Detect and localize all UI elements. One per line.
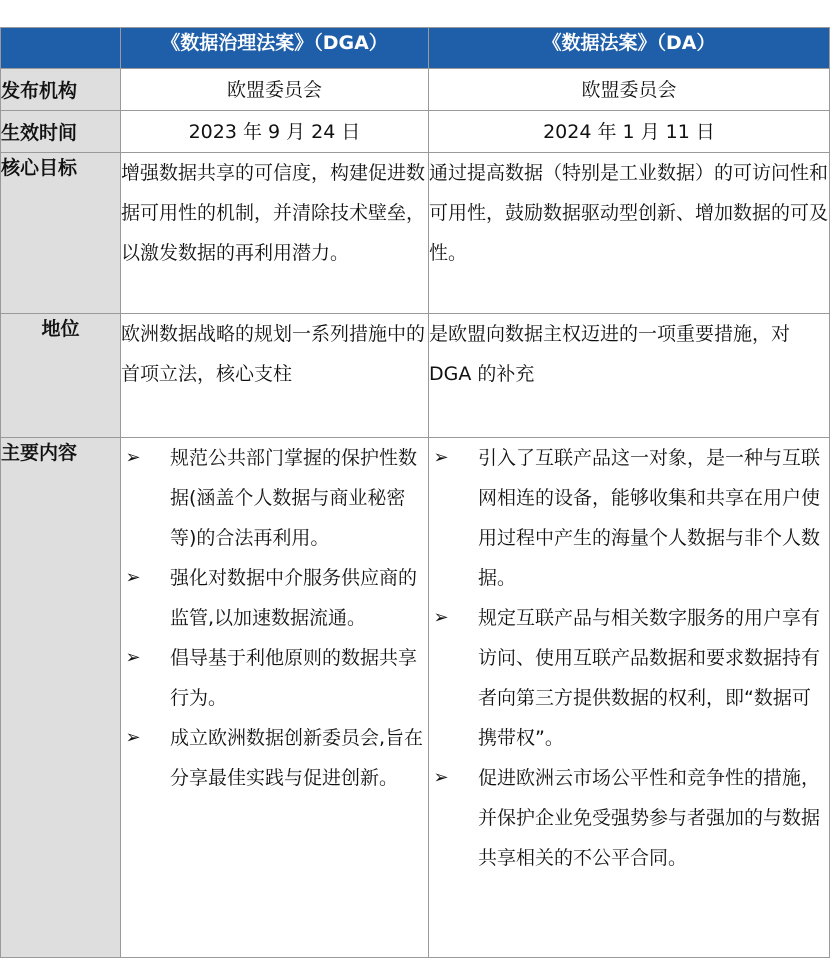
arrow-bullet-icon: ➢ [433,767,449,788]
list-item [429,598,829,758]
header-da: 《数据法案》（DA） [429,28,830,69]
dga-content-list [121,438,428,798]
row-label-effective-date: 生效时间 [1,111,121,153]
row-label-main-content: 主要内容 [1,438,121,958]
list-item-text: 成立欧洲数据创新委员会,旨在分享最佳实践与促进创新。 [170,727,424,789]
arrow-bullet-icon: ➢ [125,727,141,748]
row-label-publisher: 发布机构 [1,69,121,111]
list-item-text: 促进欧洲云市场公平性和竞争性的措施，并保护企业免受强势参与者强加的与数据共享相关的不公平合同。 [478,767,821,869]
comparison-table [0,27,830,958]
da-publisher: 欧盟委员会 [429,69,830,111]
da-core-goal: 通过提高数据（特别是工业数据）的可访问性和可用性，鼓励数据驱动型创新、增加数据的可及性。 [429,153,830,314]
arrow-bullet-icon: ➢ [125,647,141,668]
row-main-content [1,438,830,958]
da-effective-date: 2024 年 1 月 11 日 [429,111,830,153]
list-item-text: 规范公共部门掌握的保护性数据(涵盖个人数据与商业秘密等)的合法再利用。 [170,447,418,549]
row-label-status: 地位 [1,314,121,438]
arrow-bullet-icon: ➢ [433,447,449,468]
list-item [429,438,829,598]
header-row [1,28,830,69]
row-core-goal [1,153,830,314]
header-dga: 《数据治理法案》（DGA） [121,28,429,69]
dga-main-content [121,438,429,958]
row-status [1,314,830,438]
list-item-text: 规定互联产品与相关数字服务的用户享有访问、使用互联产品数据和要求数据持有者向第三方提供数据的权利，即“数据可携带权”。 [478,607,821,749]
list-item [121,558,428,638]
list-item-text: 强化对数据中介服务供应商的监管,以加速数据流通。 [170,567,418,629]
list-item [429,758,829,878]
list-item [121,438,428,558]
da-main-content [429,438,830,958]
dga-core-goal: 增强数据共享的可信度，构建促进数据可用性的机制，并清除技术壁垒，以激发数据的再利用潜力。 [121,153,429,314]
header-corner [1,28,121,69]
row-label-core-goal: 核心目标 [1,153,121,314]
dga-status: 欧洲数据战略的规划一系列措施中的首项立法，核心支柱 [121,314,429,438]
row-effective-date [1,111,830,153]
arrow-bullet-icon: ➢ [125,567,141,588]
da-status: 是欧盟向数据主权迈进的一项重要措施，对 DGA 的补充 [429,314,830,438]
dga-publisher: 欧盟委员会 [121,69,429,111]
list-item [121,638,428,718]
row-publisher [1,69,830,111]
list-item [121,718,428,798]
da-content-list [429,438,829,878]
arrow-bullet-icon: ➢ [433,607,449,628]
dga-effective-date: 2023 年 9 月 24 日 [121,111,429,153]
list-item-text: 引入了互联产品这一对象，是一种与互联网相连的设备，能够收集和共享在用户使用过程中产生的海量个人数据与非个人数据。 [478,447,821,589]
arrow-bullet-icon: ➢ [125,447,141,468]
list-item-text: 倡导基于利他原则的数据共享行为。 [170,647,418,709]
